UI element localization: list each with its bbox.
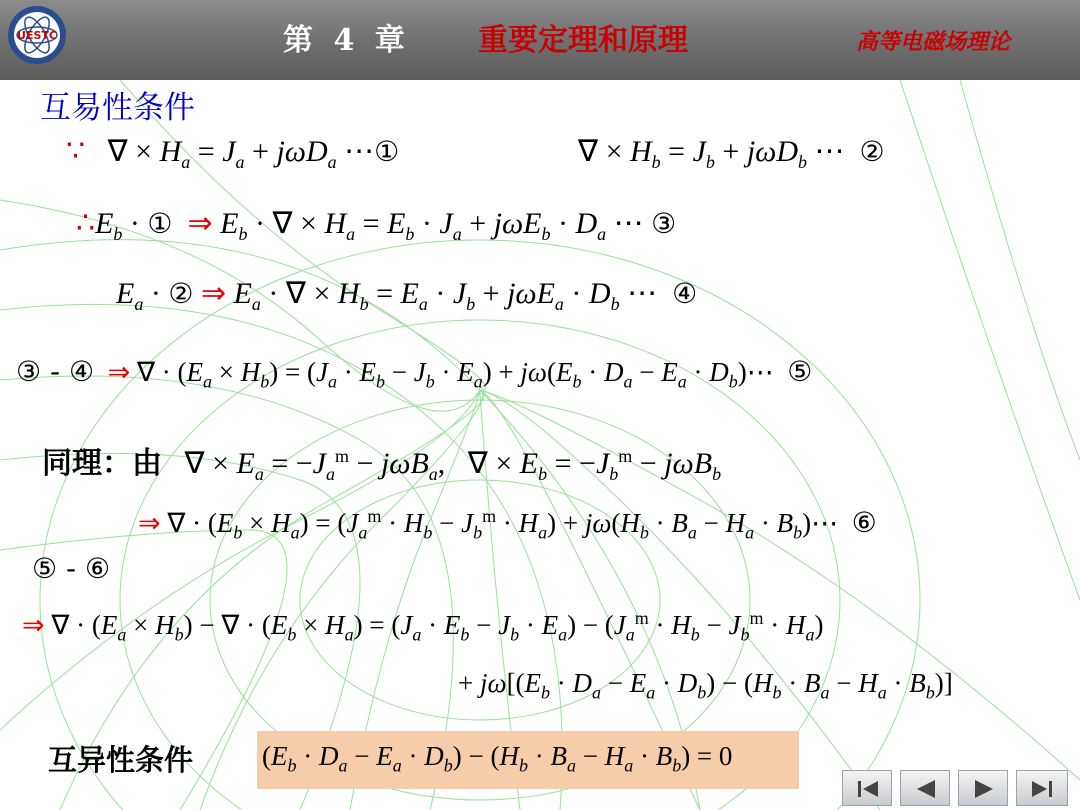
therefore-symbol: ∴: [76, 207, 96, 240]
equation-line-5: 同理：由 ∇ × $E_a = -J_a^m - j\omega B_a$, ∇ × $E_b = -J_b^m - j\omega B_b$: [42, 446, 722, 484]
marker-1b: ①: [147, 207, 173, 240]
equation-line-4: ③ - ④ ⇒ ∇ · $(E_a \times H_b) = (J_a \cdot E_b - J_b \cdot E_a) + j\omega(E_b \cdot D_a - E_a$ · $D_b)\cdots$ ⑤: [16, 355, 813, 392]
skip-last-icon: [1017, 771, 1069, 807]
header-bar: [0, 0, 1080, 80]
step-5-6-label-row: [32, 552, 110, 586]
equation-line-1b: ∇ × $H_b = J_b + j\omega D_b$ ⋯ ②: [578, 135, 885, 172]
arrow-right-icon: [959, 771, 1009, 807]
equation-line-7: ⇒ ∇ · $(E_a \times H_b)$ − ∇ · $(E_b \times H_a) = (J_a \cdot E_b - J_b \cdot E_a) - (J_a^m \cdot H_b - J_b^m \cdot H_a)$: [22, 608, 824, 645]
same-reason-label: 同理：由: [42, 446, 162, 481]
mutual-condition-label: 互异性条件: [48, 743, 194, 777]
marker-2: ②: [859, 135, 885, 168]
first-slide-button[interactable]: [842, 770, 892, 806]
mutual-condition-label-row: [48, 738, 193, 779]
equation-line-6: ⇒ ∇ · $(E_b \times H_a) = (J_a^m \cdot H_b - J_b^m \cdot H_a) + j\omega(H_b \cdot B_a - H_a$ · $B_b)\cdots$ ⑥: [138, 506, 877, 543]
skip-first-icon: [843, 771, 893, 807]
marker-6: ⑥: [851, 506, 877, 539]
marker-1: ①: [374, 135, 400, 168]
marker-4: ④: [672, 277, 698, 310]
because-symbol: ∵: [66, 135, 86, 168]
step-3-4-label: ③ - ④: [16, 355, 95, 388]
logo-text: UESTC: [17, 29, 57, 42]
equation-line-3: $E_a$ · ② ⇒ $E_a$ · ∇ × $H_b = E_a \cdot J_b + j\omega E_a \cdot D_b$ ⋯ ④: [116, 277, 698, 314]
equation-line-1: ∵ ∇ × $H_a = J_a + j\omega D_a$ ⋯①: [66, 135, 400, 172]
section-title: 重要定理和原理: [478, 23, 688, 58]
next-slide-button[interactable]: [958, 770, 1008, 806]
marker-5: ⑤: [787, 355, 813, 388]
university-logo-icon: [6, 4, 68, 66]
equation-line-9: $(E_b \cdot D_a - E_a \cdot D_b) - (H_b \cdot B_a - H_a \cdot B_b) = 0$: [262, 741, 733, 776]
marker-2b: ②: [168, 277, 194, 310]
course-name: 高等电磁场理论: [856, 29, 1011, 55]
marker-3: ③: [651, 207, 677, 240]
equation-line-2: $\therefore E_b$ · ① ⇒ $E_b$ · ∇ × $H_a = E_b \cdot J_a + j\omega E_b \cdot D_a$ ⋯ ③: [76, 207, 677, 244]
page-title: 互易性条件: [40, 90, 195, 126]
step-5-6-label: ⑤ - ⑥: [32, 552, 111, 585]
previous-slide-button[interactable]: [900, 770, 950, 806]
equation-line-8: + $j\omega[(E_b \cdot D_a - E_a \cdot D_b) - (H_b \cdot B_a - H_a \cdot B_b)]$: [458, 668, 953, 703]
last-slide-button[interactable]: [1016, 770, 1068, 806]
chapter-title: 第 4 章: [283, 23, 410, 58]
arrow-left-icon: [901, 771, 951, 807]
